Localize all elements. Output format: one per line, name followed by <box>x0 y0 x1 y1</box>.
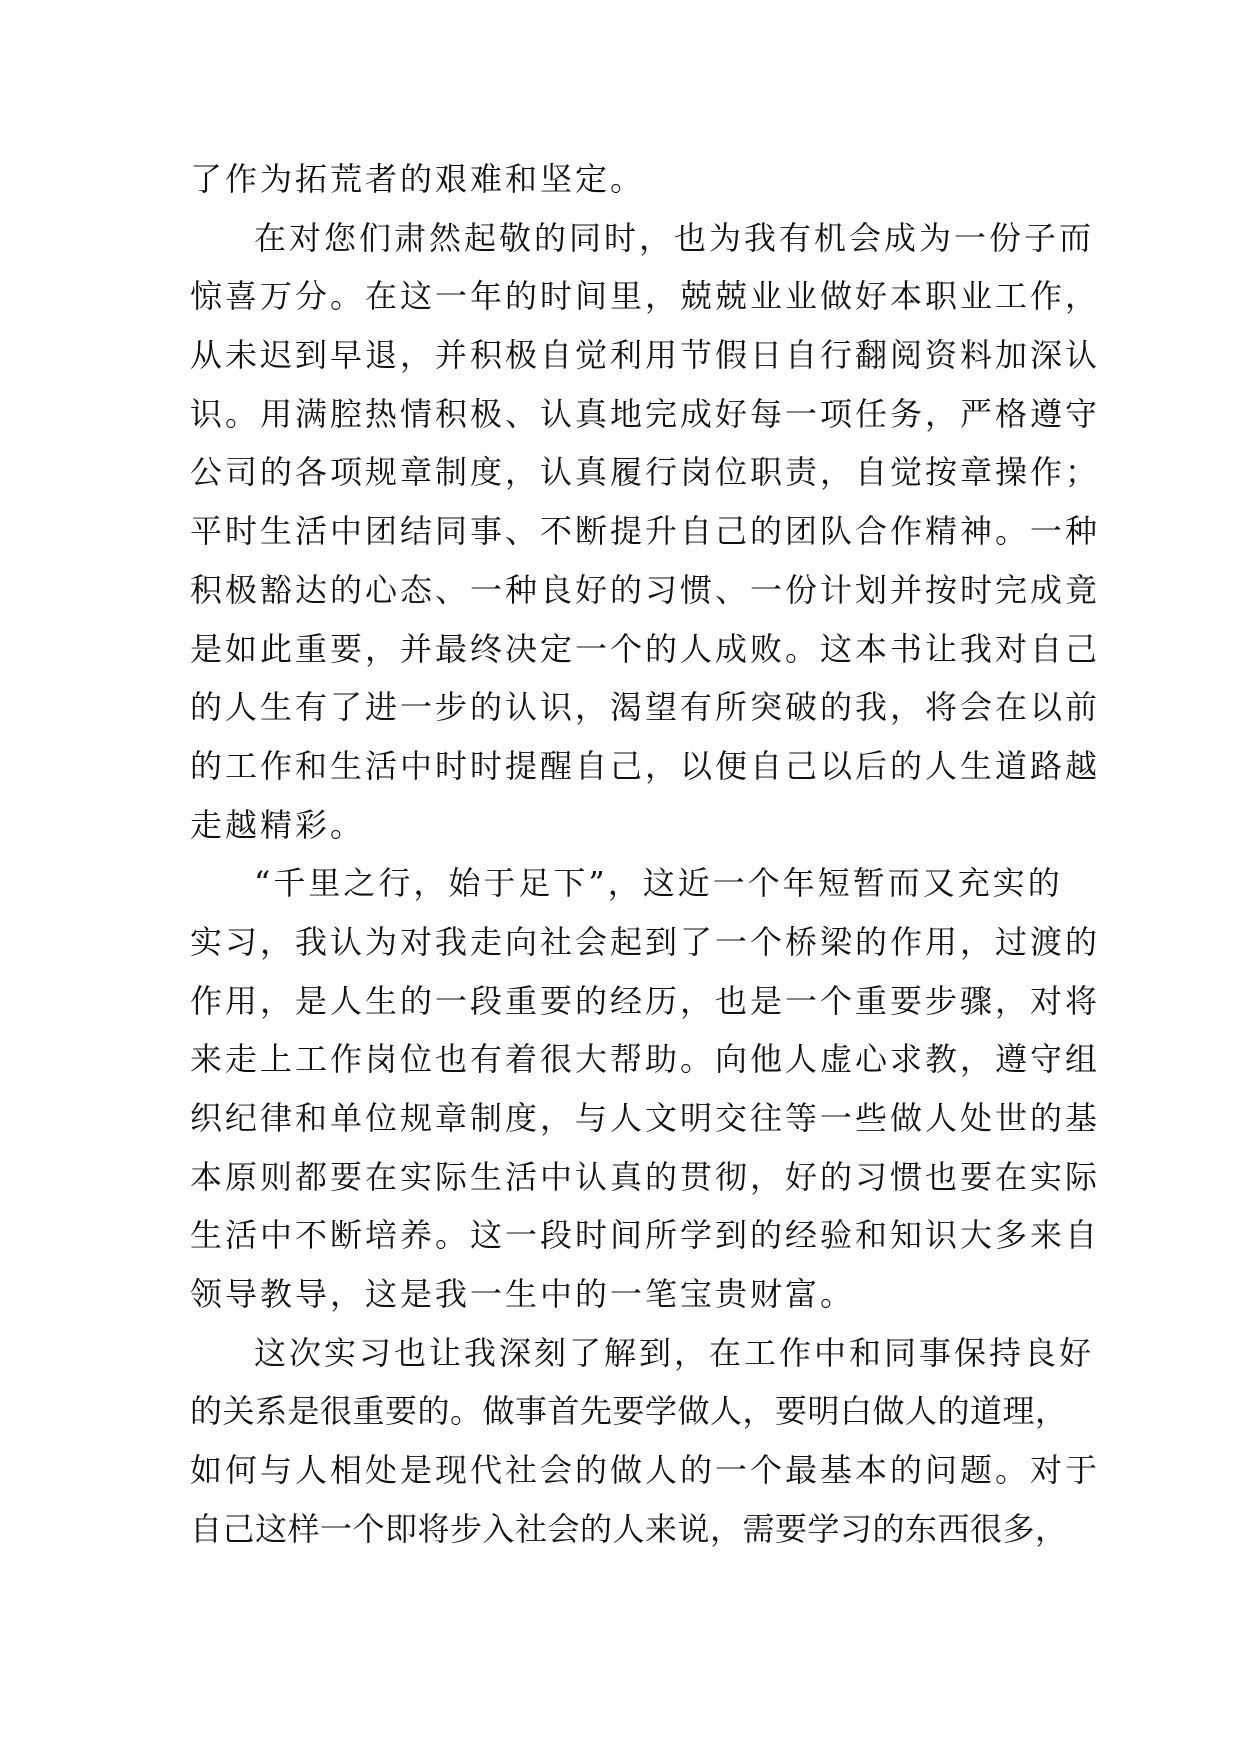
paragraph-start-line: 这次实习也让我深刻了解到，在工作中和同事保持良好 <box>254 1333 1095 1372</box>
text-line: 如何与人相处是现代社会的做人的一个最基本的问题。对于 <box>190 1451 1101 1490</box>
text-line: 公司的各项规章制度，认真履行岗位职责，自觉按章操作； <box>190 453 1101 492</box>
text-line: 的人生有了进一步的认识，渴望有所突破的我，将会在以前 <box>190 688 1101 727</box>
text-line: 织纪律和单位规章制度，与人文明交往等一些做人处世的基 <box>190 1099 1101 1137</box>
text-line: 自己这样一个即将步入社会的人来说，需要学习的东西很多， <box>190 1509 1068 1548</box>
text-line: 从未迟到早退，并积极自觉利用节假日自行翻阅资料加深认 <box>190 336 1101 375</box>
text-line: 积极豁达的心态、一种良好的习惯、一份计划并按时完成竟 <box>190 570 1101 609</box>
text-line: 作用，是人生的一段重要的经历，也是一个重要步骤，对将 <box>190 981 1101 1020</box>
text-line: 本原则都要在实际生活中认真的贯彻，好的习惯也要在实际 <box>190 1157 1101 1196</box>
text-line: 来走上工作岗位也有着很大帮助。向他人虚心求教，遵守组 <box>190 1040 1101 1079</box>
text-line: 识。用满腔热情积极、认真地完成好每一项任务，严格遵守 <box>190 394 1101 433</box>
text-line: 是如此重要，并最终决定一个的人成败。这本书让我对自己 <box>190 629 1101 668</box>
text-line: 的工作和生活中时时提醒自己，以便自己以后的人生道路越 <box>190 746 1101 785</box>
text-line: 平时生活中团结同事、不断提升自己的团队合作精神。一种 <box>190 512 1101 551</box>
paragraph-start-line: 在对您们肃然起敬的同时，也为我有机会成为一份子而 <box>254 218 1095 257</box>
paragraph-start-line: “千里之行，始于足下”，这近一个年短暂而又充实的 <box>254 864 1063 903</box>
text-line: 领导教导，这是我一生中的一笔宝贵财富。 <box>190 1275 856 1314</box>
body-text <box>190 150 1101 1559</box>
text-line: 生活中不断培养。这一段时间所学到的经验和知识大多来自 <box>190 1216 1101 1255</box>
text-line: 了作为拓荒者的艰难和坚定。 <box>190 160 646 198</box>
text-line: 实习，我认为对我走向社会起到了一个桥梁的作用，过渡的 <box>190 922 1101 961</box>
text-line: 惊喜万分。在这一年的时间里，兢兢业业做好本职业工作， <box>190 277 1101 316</box>
text-line: 走越精彩。 <box>190 805 366 844</box>
text-line: 的关系是很重要的。做事首先要学做人，要明白做人的道理， <box>190 1392 1068 1431</box>
